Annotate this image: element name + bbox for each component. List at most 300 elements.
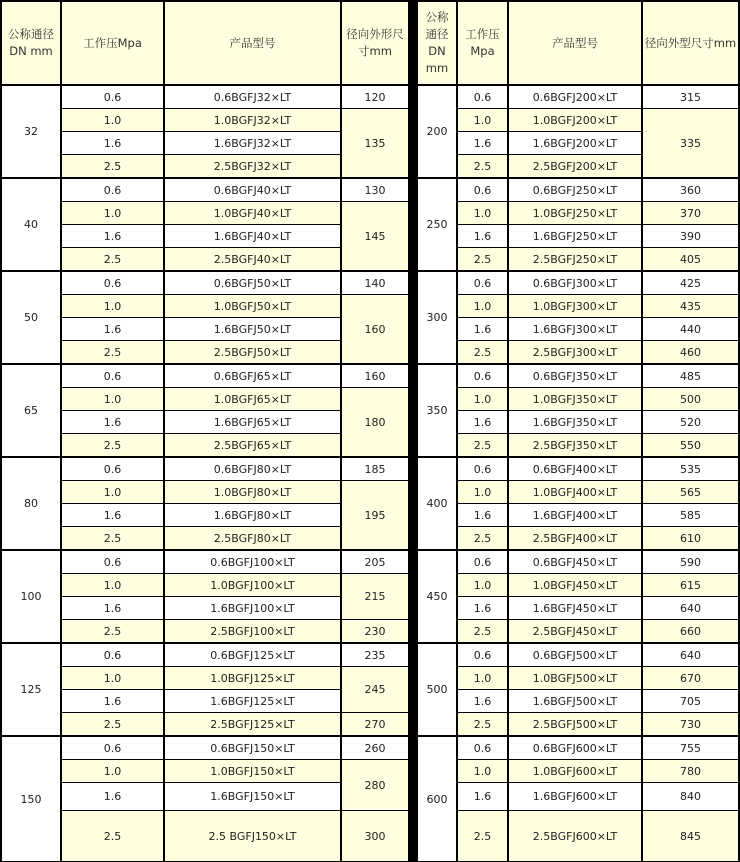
right-model-cell-text: 1.0BGFJ250×LT	[532, 206, 618, 220]
right-model-cell-text: 0.6BGFJ450×LT	[532, 555, 618, 569]
left-model-cell-text: 0.6BGFJ40×LT	[213, 183, 292, 197]
left-size-cell	[342, 811, 408, 861]
right-pressure-cell	[458, 551, 507, 573]
left-dn-cell-text: 125	[20, 683, 42, 696]
left-pressure-cell-text: 0.6	[103, 555, 122, 569]
right-pressure-cell-text: 2.5	[473, 531, 492, 545]
right-pressure-cell-text: 1.0	[473, 671, 492, 685]
left-model-cell-text: 0.6BGFJ100×LT	[210, 555, 295, 569]
left-model-cell-text: 1.0BGFJ150×LT	[210, 764, 295, 778]
right-size-cell-text: 670	[680, 671, 701, 685]
left-dn-cell	[2, 551, 60, 642]
left-model-cell-text: 1.6BGFJ50×LT	[213, 322, 292, 336]
left-size-cell	[342, 86, 408, 108]
left-model-cell-text: 1.0BGFJ125×LT	[210, 671, 295, 685]
left-size-cell	[342, 644, 408, 666]
left-size-cell	[342, 760, 408, 810]
left-header-model	[165, 2, 340, 84]
right-dn-cell-text: 450	[426, 590, 448, 603]
left-pressure-cell-text: 1.6	[103, 415, 122, 429]
left-dn-cell-text: 100	[20, 590, 42, 603]
left-size-cell-text: 245	[364, 683, 386, 696]
right-pressure-cell	[458, 760, 507, 782]
left-pressure-cell-text: 0.6	[103, 741, 122, 755]
right-pressure-cell-text: 1.6	[473, 136, 492, 150]
left-size-cell-text: 185	[364, 462, 386, 476]
right-model-cell-text: 2.5BGFJ300×LT	[532, 345, 618, 359]
left-size-cell	[342, 458, 408, 480]
right-dn-cell	[418, 365, 456, 456]
right-dn-cell	[418, 551, 456, 642]
right-model-cell	[509, 132, 641, 154]
right-pressure-cell-text: 2.5	[473, 345, 492, 359]
right-size-cell-text: 485	[680, 369, 701, 383]
right-size-cell	[643, 248, 738, 270]
left-pressure-cell-text: 1.6	[103, 508, 122, 522]
right-size-cell	[643, 272, 738, 294]
left-model-cell-text: 1.6BGFJ80×LT	[213, 508, 292, 522]
left-pressure-cell	[62, 365, 163, 387]
left-pressure-cell	[62, 527, 163, 549]
right-model-cell-text: 1.0BGFJ350×LT	[532, 392, 618, 406]
right-model-cell-text: 0.6BGFJ350×LT	[532, 369, 618, 383]
left-model-cell	[165, 737, 340, 759]
left-header-dn	[2, 2, 60, 84]
left-pressure-cell-text: 0.6	[103, 462, 122, 476]
right-model-cell	[509, 272, 641, 294]
left-size-cell-text: 205	[364, 555, 386, 569]
right-size-cell	[643, 179, 738, 201]
right-model-cell	[509, 690, 641, 712]
right-pressure-cell-text: 0.6	[473, 369, 492, 383]
right-size-cell	[643, 760, 738, 782]
right-model-cell-text: 1.0BGFJ450×LT	[532, 578, 618, 592]
right-header-model	[509, 2, 641, 84]
left-pressure-cell	[62, 620, 163, 642]
left-pressure-cell-text: 1.0	[103, 206, 122, 220]
right-pressure-cell	[458, 527, 507, 549]
left-pressure-cell-text: 0.6	[103, 183, 122, 197]
right-model-cell-text: 1.6BGFJ300×LT	[532, 322, 618, 336]
left-size-cell-text: 280	[364, 778, 386, 792]
right-dn-cell-text: 600	[426, 792, 448, 806]
left-size-cell	[342, 109, 408, 177]
left-size-cell-text: 300	[364, 829, 386, 843]
right-header-model-text: 产品型号	[552, 35, 598, 50]
left-model-cell-text: 1.0BGFJ100×LT	[210, 578, 295, 592]
right-model-cell-text: 1.6BGFJ450×LT	[532, 601, 618, 615]
left-model-cell	[165, 527, 340, 549]
left-model-cell-text: 1.6BGFJ125×LT	[210, 694, 295, 708]
left-size-cell	[342, 481, 408, 549]
right-model-cell	[509, 225, 641, 247]
right-pressure-cell-text: 1.0	[473, 485, 492, 499]
right-pressure-cell-text: 0.6	[473, 741, 492, 755]
left-pressure-cell	[62, 388, 163, 410]
right-model-cell	[509, 574, 641, 596]
left-pressure-cell	[62, 86, 163, 108]
left-pressure-cell-text: 1.6	[103, 322, 122, 336]
right-pressure-cell-text: 1.0	[473, 299, 492, 313]
right-pressure-cell	[458, 202, 507, 224]
right-pressure-cell-text: 1.6	[473, 601, 492, 615]
left-model-cell-text: 2.5BGFJ65×LT	[213, 438, 292, 452]
right-pressure-cell	[458, 504, 507, 526]
right-model-cell-text: 2.5BGFJ600×LT	[532, 829, 618, 843]
right-dn-cell-text: 500	[426, 683, 448, 696]
left-pressure-cell-text: 1.0	[103, 764, 122, 778]
left-model-cell	[165, 272, 340, 294]
left-pressure-cell-text: 0.6	[103, 276, 122, 290]
right-pressure-cell-text: 1.0	[473, 206, 492, 220]
left-pressure-cell-text: 2.5	[103, 159, 122, 173]
right-pressure-cell-text: 0.6	[473, 276, 492, 290]
left-model-cell	[165, 225, 340, 247]
right-size-cell-text: 435	[680, 299, 701, 313]
left-size-cell-text: 215	[364, 590, 386, 603]
right-pressure-cell	[458, 597, 507, 619]
left-model-cell	[165, 574, 340, 596]
left-pressure-cell	[62, 574, 163, 596]
left-model-cell	[165, 620, 340, 642]
left-size-cell	[342, 179, 408, 201]
right-size-cell-text: 615	[680, 578, 701, 592]
left-model-cell-text: 2.5BGFJ125×LT	[210, 717, 295, 731]
left-size-cell-text: 230	[364, 624, 386, 638]
left-model-cell-text: 0.6BGFJ80×LT	[213, 462, 292, 476]
left-model-cell-text: 2.5BGFJ32×LT	[213, 159, 292, 173]
right-model-cell-text: 2.5BGFJ400×LT	[532, 531, 618, 545]
right-size-cell-text: 535	[680, 462, 701, 476]
left-model-cell	[165, 481, 340, 503]
right-size-cell-text: 610	[680, 531, 701, 545]
right-size-cell-text: 845	[680, 829, 701, 843]
left-pressure-cell	[62, 481, 163, 503]
left-size-cell-text: 145	[364, 229, 386, 243]
right-model-cell	[509, 504, 641, 526]
left-size-cell-text: 180	[364, 415, 386, 429]
right-size-cell-text: 315	[680, 90, 701, 104]
right-model-cell	[509, 86, 641, 108]
left-pressure-cell-text: 1.6	[103, 601, 122, 615]
right-size-cell-text: 370	[680, 206, 701, 220]
right-model-cell-text: 0.6BGFJ200×LT	[532, 90, 618, 104]
right-size-cell-text: 550	[680, 438, 701, 452]
right-model-cell-text: 0.6BGFJ500×LT	[532, 648, 618, 662]
left-model-cell-text: 1.6BGFJ150×LT	[210, 790, 295, 803]
left-size-cell-text: 160	[364, 369, 386, 383]
right-model-cell	[509, 481, 641, 503]
left-dn-cell-text: 65	[24, 404, 38, 417]
right-model-cell-text: 2.5BGFJ250×LT	[532, 252, 618, 266]
right-header-pressure	[458, 2, 507, 84]
left-header-size-text: 径向外形尺寸mm	[346, 27, 404, 58]
right-pressure-cell-text: 1.6	[473, 229, 492, 243]
left-model-cell	[165, 109, 340, 131]
right-model-cell	[509, 527, 641, 549]
left-model-cell	[165, 318, 340, 340]
left-pressure-cell	[62, 132, 163, 154]
right-size-cell	[643, 811, 738, 861]
right-size-cell	[643, 388, 738, 410]
left-pressure-cell	[62, 179, 163, 201]
right-size-cell	[643, 86, 738, 108]
left-pressure-cell-text: 2.5	[103, 531, 122, 545]
left-size-cell	[342, 667, 408, 712]
left-size-cell	[342, 551, 408, 573]
left-pressure-cell	[62, 713, 163, 735]
right-size-cell-text: 780	[680, 764, 701, 778]
left-pressure-cell	[62, 225, 163, 247]
right-size-cell-text: 425	[680, 276, 701, 290]
left-pressure-cell	[62, 248, 163, 270]
right-model-cell	[509, 458, 641, 480]
right-size-cell	[643, 620, 738, 642]
right-pressure-cell-text: 0.6	[473, 462, 492, 476]
right-size-cell	[643, 504, 738, 526]
right-dn-cell-text: 350	[426, 404, 448, 417]
left-model-cell	[165, 597, 340, 619]
left-size-cell-text: 160	[364, 322, 386, 336]
right-dn-cell-text: 250	[426, 218, 448, 231]
left-pressure-cell-text: 1.6	[103, 136, 122, 150]
right-size-cell	[643, 551, 738, 573]
right-pressure-cell	[458, 737, 507, 759]
left-model-cell	[165, 388, 340, 410]
right-pressure-cell-text: 1.0	[473, 764, 492, 778]
left-header-size	[342, 2, 408, 84]
left-size-cell	[342, 713, 408, 735]
left-model-cell-text: 2.5BGFJ80×LT	[213, 531, 292, 545]
right-model-cell-text: 1.0BGFJ200×LT	[532, 113, 618, 127]
left-dn-cell-text: 50	[24, 311, 38, 324]
left-size-cell-text: 270	[364, 717, 386, 731]
right-size-cell-text: 520	[680, 415, 701, 429]
left-pressure-cell	[62, 341, 163, 363]
left-pressure-cell-text: 2.5	[103, 829, 122, 843]
right-model-cell-text: 1.6BGFJ250×LT	[532, 229, 618, 243]
right-pressure-cell	[458, 411, 507, 433]
right-size-cell-text: 440	[680, 322, 701, 336]
left-model-cell	[165, 551, 340, 573]
right-model-cell	[509, 434, 641, 456]
right-size-cell-text: 565	[680, 485, 701, 499]
left-size-cell	[342, 620, 408, 642]
right-pressure-cell	[458, 318, 507, 340]
right-model-cell-text: 2.5BGFJ450×LT	[532, 624, 618, 638]
right-model-cell	[509, 388, 641, 410]
right-pressure-cell	[458, 783, 507, 810]
right-model-cell	[509, 365, 641, 387]
left-pressure-cell-text: 2.5	[103, 438, 122, 452]
right-pressure-cell-text: 0.6	[473, 183, 492, 197]
left-pressure-cell-text: 2.5	[103, 717, 122, 731]
right-model-cell	[509, 411, 641, 433]
left-size-cell	[342, 737, 408, 759]
right-size-cell	[643, 365, 738, 387]
left-header-pressure	[62, 2, 163, 84]
left-pressure-cell-text: 1.6	[103, 694, 122, 708]
right-pressure-cell	[458, 295, 507, 317]
left-model-cell	[165, 504, 340, 526]
right-model-cell	[509, 760, 641, 782]
right-pressure-cell	[458, 388, 507, 410]
right-pressure-cell	[458, 179, 507, 201]
right-size-cell-text: 590	[680, 555, 701, 569]
left-model-cell-text: 2.5BGFJ50×LT	[213, 345, 292, 359]
left-pressure-cell-text: 0.6	[103, 648, 122, 662]
left-pressure-cell	[62, 411, 163, 433]
right-dn-cell	[418, 737, 456, 861]
left-size-cell	[342, 272, 408, 294]
left-dn-cell-text: 32	[24, 125, 38, 138]
right-size-cell-text: 730	[680, 717, 701, 731]
left-dn-cell	[2, 86, 60, 177]
right-pressure-cell	[458, 667, 507, 689]
right-size-cell	[643, 411, 738, 433]
left-pressure-cell-text: 0.6	[103, 369, 122, 383]
left-model-cell-text: 1.0BGFJ80×LT	[213, 485, 292, 499]
right-model-cell	[509, 318, 641, 340]
right-size-cell	[643, 295, 738, 317]
right-pressure-cell-text: 0.6	[473, 555, 492, 569]
right-header-dn-text: 公称通径DN mm	[425, 10, 449, 75]
right-pressure-cell-text: 1.6	[473, 415, 492, 429]
right-pressure-cell	[458, 225, 507, 247]
left-dn-cell	[2, 644, 60, 735]
right-pressure-cell-text: 2.5	[473, 159, 492, 173]
right-model-cell	[509, 597, 641, 619]
right-size-cell	[643, 597, 738, 619]
right-pressure-cell	[458, 272, 507, 294]
left-pressure-cell-text: 0.6	[103, 90, 122, 104]
right-size-cell	[643, 341, 738, 363]
right-size-cell-text: 755	[680, 741, 701, 755]
left-pressure-cell-text: 1.0	[103, 299, 122, 313]
right-pressure-cell-text: 1.0	[473, 113, 492, 127]
left-size-cell-text: 235	[364, 648, 386, 662]
right-pressure-cell-text: 1.6	[473, 322, 492, 336]
right-dn-cell-text: 300	[426, 311, 448, 324]
right-pressure-cell-text: 1.6	[473, 508, 492, 522]
right-size-cell-text: 500	[680, 392, 701, 406]
left-pressure-cell	[62, 155, 163, 177]
left-dn-cell-text: 40	[24, 218, 38, 231]
left-header-model-text: 产品型号	[229, 35, 276, 50]
right-size-cell	[643, 783, 738, 810]
right-pressure-cell	[458, 248, 507, 270]
right-size-cell-text: 360	[680, 183, 701, 197]
right-pressure-cell	[458, 644, 507, 666]
right-model-cell	[509, 295, 641, 317]
right-size-cell	[643, 713, 738, 735]
right-header-dn	[418, 2, 456, 84]
right-model-cell	[509, 109, 641, 131]
left-pressure-cell	[62, 737, 163, 759]
right-size-cell-text: 405	[680, 252, 701, 266]
right-header-pressure-text: 工作压Mpa	[465, 27, 500, 58]
left-pressure-cell	[62, 811, 163, 861]
left-model-cell-text: 1.6BGFJ40×LT	[213, 229, 292, 243]
right-pressure-cell	[458, 86, 507, 108]
right-model-cell	[509, 644, 641, 666]
left-model-cell	[165, 295, 340, 317]
right-pressure-cell-text: 0.6	[473, 648, 492, 662]
left-pressure-cell-text: 1.0	[103, 392, 122, 406]
left-pressure-cell	[62, 109, 163, 131]
left-header-dn-text: 公称通径DN mm	[8, 27, 54, 58]
right-model-cell-text: 1.6BGFJ500×LT	[532, 694, 618, 708]
left-pressure-cell-text: 2.5	[103, 345, 122, 359]
left-model-cell	[165, 365, 340, 387]
left-pressure-cell-text: 1.0	[103, 671, 122, 685]
left-model-cell	[165, 667, 340, 689]
right-dn-cell	[418, 458, 456, 549]
right-dn-cell	[418, 272, 456, 363]
left-pressure-cell	[62, 644, 163, 666]
right-size-cell	[643, 667, 738, 689]
left-model-cell	[165, 202, 340, 224]
left-model-cell	[165, 760, 340, 782]
left-size-cell	[342, 295, 408, 363]
left-model-cell	[165, 434, 340, 456]
right-size-cell-text: 335	[680, 136, 701, 150]
left-model-cell	[165, 341, 340, 363]
right-size-cell-text: 705	[680, 694, 701, 708]
right-size-cell	[643, 434, 738, 456]
left-model-cell	[165, 458, 340, 480]
left-size-cell-text: 140	[364, 276, 386, 290]
left-model-cell	[165, 811, 340, 861]
left-model-cell-text: 2.5BGFJ40×LT	[213, 252, 292, 266]
left-model-cell	[165, 690, 340, 712]
left-dn-cell	[2, 365, 60, 456]
left-pressure-cell-text: 1.0	[103, 578, 122, 592]
right-size-cell	[643, 644, 738, 666]
left-pressure-cell	[62, 458, 163, 480]
right-dn-cell-text: 400	[426, 497, 448, 510]
left-model-cell-text: 0.6BGFJ150×LT	[210, 741, 295, 755]
right-dn-cell	[418, 644, 456, 735]
left-model-cell	[165, 411, 340, 433]
left-header-pressure-text: 工作压Mpa	[83, 35, 142, 50]
right-size-cell-text: 585	[680, 508, 701, 522]
left-model-cell	[165, 713, 340, 735]
left-model-cell-text: 1.0BGFJ40×LT	[213, 206, 292, 220]
left-pressure-cell	[62, 783, 163, 810]
right-size-cell	[643, 690, 738, 712]
left-model-cell	[165, 132, 340, 154]
right-model-cell	[509, 551, 641, 573]
left-model-cell-text: 1.6BGFJ100×LT	[210, 601, 295, 615]
right-model-cell	[509, 341, 641, 363]
left-model-cell-text: 1.0BGFJ65×LT	[213, 392, 292, 406]
right-header-size-text: 径向外型尺寸mm	[644, 35, 737, 50]
right-model-cell-text: 2.5BGFJ500×LT	[532, 717, 618, 731]
left-pressure-cell-text: 1.6	[103, 229, 122, 243]
right-size-cell-text: 640	[680, 601, 701, 615]
right-pressure-cell	[458, 811, 507, 861]
right-model-cell-text: 1.6BGFJ350×LT	[532, 415, 618, 429]
right-size-cell	[643, 318, 738, 340]
right-model-cell-text: 1.0BGFJ300×LT	[532, 299, 618, 313]
right-header-size	[643, 2, 738, 84]
right-pressure-cell-text: 1.6	[473, 694, 492, 708]
left-dn-cell	[2, 272, 60, 363]
left-dn-cell	[2, 179, 60, 270]
left-model-cell-text: 2.5 BGFJ150×LT	[208, 829, 297, 843]
right-size-cell-text: 390	[680, 229, 701, 243]
